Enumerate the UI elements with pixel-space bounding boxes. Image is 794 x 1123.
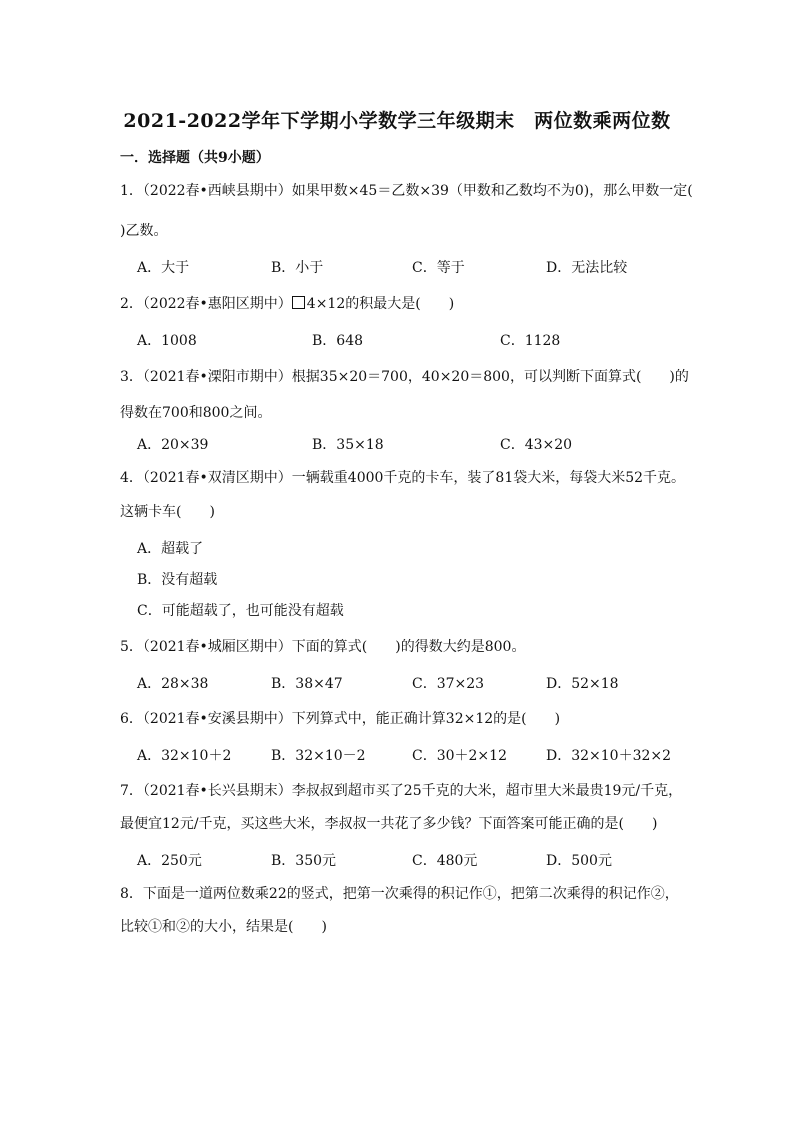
q8-text-line2: 比较①和②的大小，结果是( ) — [120, 919, 327, 935]
q4-option-c[interactable]: C．可能超载了，也可能没有超载 — [137, 603, 344, 619]
q3-option-b[interactable]: B．35×18 — [312, 437, 384, 453]
q3-text-line1: 3．（2021春•溧阳市期中）根据35×20＝700，40×20＝800，可以判断下面算式( )的 — [120, 369, 689, 385]
q7-option-a[interactable]: A．250元 — [137, 853, 202, 869]
q6-option-d[interactable]: D．32×10＋32×2 — [546, 748, 672, 764]
q2-option-c[interactable]: C．1128 — [500, 333, 561, 349]
q1-text-line2: )乙数。 — [120, 223, 168, 239]
q2-suffix: 4×12的积最大是( ) — [306, 296, 455, 312]
section-heading: 一．选择题（共9小题） — [120, 150, 270, 166]
q5-option-a[interactable]: A．28×38 — [137, 676, 209, 692]
q2-prefix: 2．（2022春•惠阳区期中） — [120, 296, 292, 312]
q8-text-line1: 8．下面是一道两位数乘22的竖式，把第一次乘得的积记作①，把第二次乘得的积记作②， — [120, 886, 679, 902]
q4-text-line2: 这辆卡车( ) — [120, 504, 215, 520]
q1-option-d[interactable]: D．无法比较 — [546, 260, 628, 276]
q1-text-line1: 1．（2022春•西峡县期中）如果甲数×45＝乙数×39（甲数和乙数均不为0)，那么甲数一定( — [120, 183, 693, 199]
q1-option-c[interactable]: C．等于 — [412, 260, 465, 276]
q5-option-b[interactable]: B．38×47 — [271, 676, 343, 692]
q4-option-b[interactable]: B．没有超载 — [137, 572, 218, 588]
q4-option-a[interactable]: A．超载了 — [137, 541, 204, 557]
q3-text-line2: 得数在700和800之间。 — [120, 405, 272, 421]
q2-text — [120, 295, 454, 313]
q3-option-a[interactable]: A．20×39 — [137, 437, 209, 453]
page-title: 2021-2022学年下学期小学数学三年级期末 两位数乘两位数 — [123, 110, 671, 132]
q7-option-d[interactable]: D．500元 — [546, 853, 612, 869]
q7-option-c[interactable]: C．480元 — [412, 853, 478, 869]
q3-option-c[interactable]: C．43×20 — [500, 437, 573, 453]
q1-option-b[interactable]: B．小于 — [271, 260, 324, 276]
q2-option-a[interactable]: A．1008 — [137, 333, 197, 349]
q6-option-a[interactable]: A．32×10＋2 — [137, 748, 232, 764]
q5-option-d[interactable]: D．52×18 — [546, 676, 619, 692]
q7-text-line2: 最便宜12元/千克，买这些大米，李叔叔一共花了多少钱？下面答案可能正确的是( ) — [120, 816, 658, 832]
blank-box-icon — [292, 296, 305, 309]
q6-text: 6．（2021春•安溪县期中）下列算式中，能正确计算32×12的是( ) — [120, 711, 561, 727]
q1-option-a[interactable]: A．大于 — [137, 260, 190, 276]
q5-text: 5．（2021春•城厢区期中）下面的算式( )的得数大约是800。 — [120, 639, 526, 655]
q2-option-b[interactable]: B．648 — [312, 333, 364, 349]
q6-option-b[interactable]: B．32×10－2 — [271, 748, 366, 764]
q6-option-c[interactable]: C．30＋2×12 — [412, 748, 507, 764]
q5-option-c[interactable]: C．37×23 — [412, 676, 485, 692]
q4-text-line1: 4．（2021春•双清区期中）一辆载重4000千克的卡车，装了81袋大米，每袋大米52千克。 — [120, 470, 686, 486]
q7-text-line1: 7．（2021春•长兴县期末）李叔叔到超市买了25千克的大米，超市里大米最贵19元/千克， — [120, 783, 683, 799]
q7-option-b[interactable]: B．350元 — [271, 853, 337, 869]
